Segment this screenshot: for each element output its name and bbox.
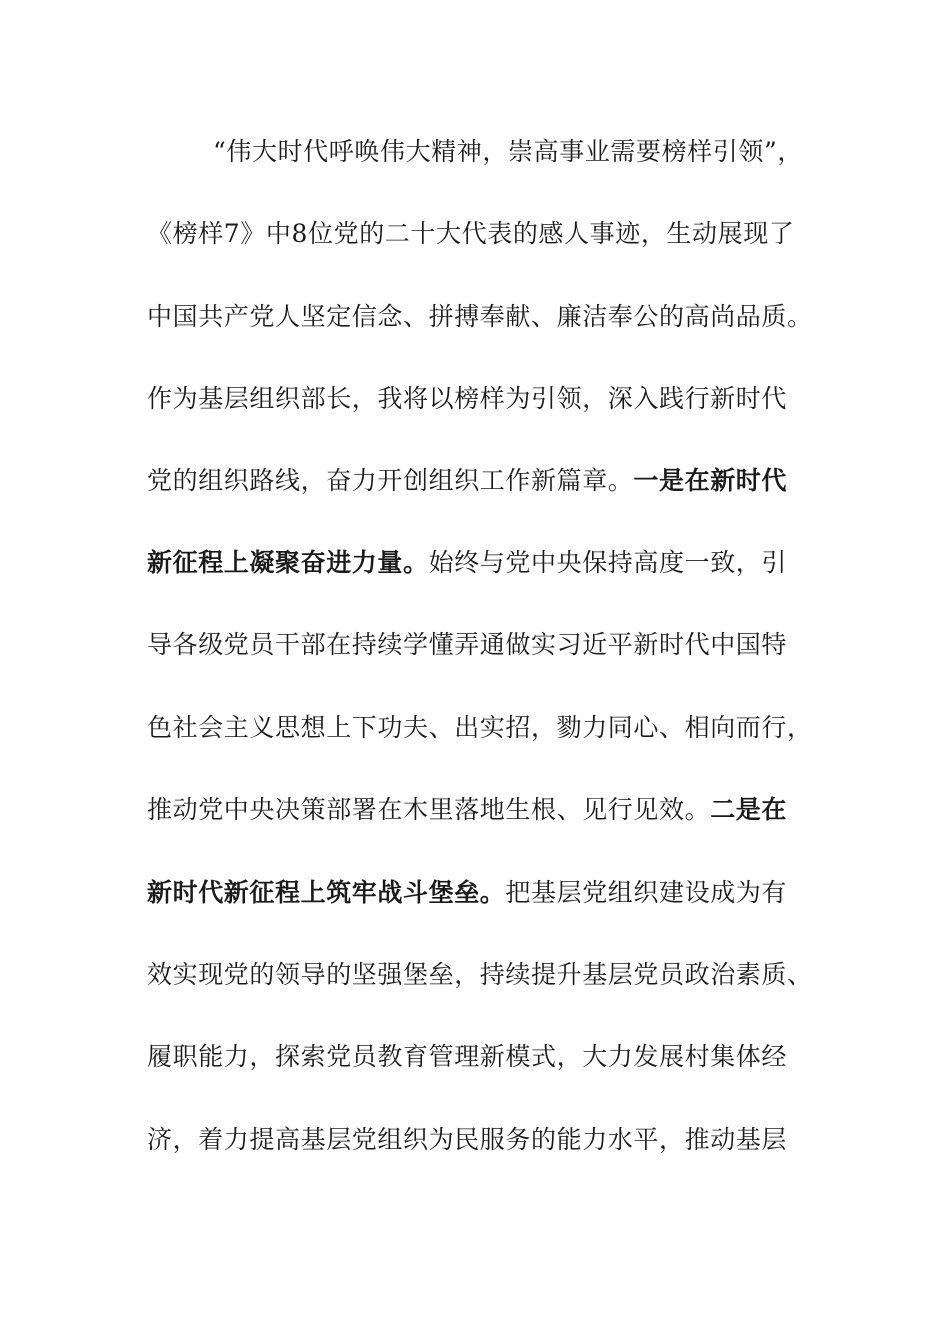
line-text: 作为基层组织部长，我将以榜样为引领，深入践行新时代 (147, 384, 788, 413)
paragraph-line-6 (147, 546, 807, 580)
paragraph-line-2 (147, 217, 807, 251)
paragraph-line-10 (147, 876, 807, 910)
paragraph-line-11 (147, 958, 813, 992)
paragraph-line-12 (147, 1040, 807, 1074)
line-text: 效实现党的领导的坚强堡垒，持续提升基层党员政治素质、 (147, 960, 813, 989)
line-text: 中国共产党人坚定信念、拼搏奉献、廉洁奉公的高尚品质。 (147, 302, 813, 331)
line-text: 推动党中央决策部署在木里落地生根、见行见效。 (147, 795, 711, 824)
bold-heading-text: 新时代新征程上筑牢战斗堡垒。 (147, 878, 506, 907)
line-text: 把基层党组织建设成为有 (505, 878, 788, 907)
paragraph-line-9 (147, 793, 807, 827)
line-text: 始终与党中央保持高度一致，引 (428, 548, 788, 577)
paragraph-line-5 (147, 464, 807, 498)
paragraph-line-7 (147, 628, 807, 662)
bold-heading-text: 二是在 (710, 795, 788, 824)
line-text: 党的组织路线，奋力开创组织工作新篇章。 (147, 466, 634, 495)
line-text: 色社会主义思想上下功夫、出实招，勠力同心、相向而行， (147, 713, 813, 742)
bold-heading-text: 一是在新时代 (633, 466, 788, 495)
line-text: 导各级党员干部在持续学懂弄通做实习近平新时代中国特 (147, 630, 788, 659)
line-text: 履职能力，探索党员教育管理新模式，大力发展村集体经 (147, 1042, 788, 1071)
paragraph-line-8 (147, 711, 813, 745)
paragraph-line-3 (147, 300, 813, 334)
bold-heading-text: 新征程上凝聚奋进力量。 (147, 548, 429, 577)
paragraph-line-1 (213, 135, 873, 169)
line-text: 《榜样7》中8位党的二十大代表的感人事迹，生动展现了 (147, 219, 795, 248)
paragraph-line-13 (147, 1123, 807, 1157)
paragraph-line-4 (147, 382, 807, 416)
line-text: 济，着力提高基层党组织为民服务的能力水平，推动基层 (147, 1125, 788, 1154)
line-text: “伟大时代呼唤伟大精神，崇高事业需要榜样引领”， (213, 137, 803, 166)
